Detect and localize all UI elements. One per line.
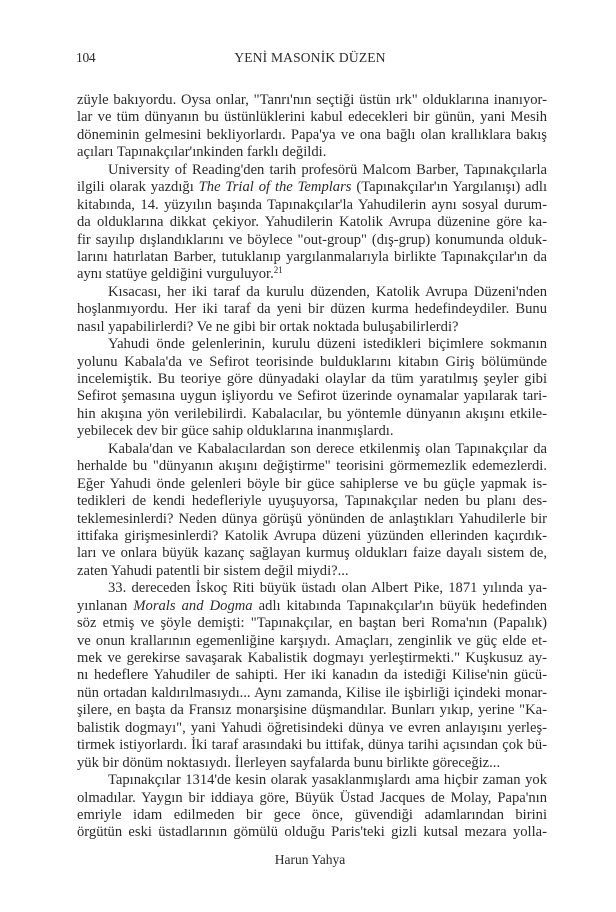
paragraph <box>77 441 547 581</box>
text-line: yolunu Kabala'da ve Sefirot teorisinde bulduklarını kitabın Giriş bölümünde <box>77 353 547 370</box>
paragraph <box>77 92 547 162</box>
text-line: hoşlanmıyordu. Her iki taraf da yeni bir düzen kurma hedefindeydiler. Bunu <box>77 301 547 318</box>
text-line: lar ve tüm dünyanın bu üstünlüklerini kabul edecekleri bir günün, yani Mesih <box>77 109 547 126</box>
text-line: Kabala'dan ve Kabalacılardan son derece etkilenmiş olan Tapınakçılar da <box>108 440 547 457</box>
text-line: tirmek istiyorlardı. İki taraf arasındaki bu ittifak, dünya tarihi açısından çok bü- <box>77 737 547 754</box>
text-line: yük bir dönüm noktasıydı. İlerleyen sayfalarda bunu birlikte göreceğiz... <box>77 754 501 771</box>
text-line: olmadılar. Yaygın bir iddiaya göre, Büyük Üstad Jacques de Molay, Papa'nın <box>77 789 547 806</box>
text-line: 33. dereceden İskoç Riti büyük üstadı olan Albert Pike, 1871 yılında ya- <box>108 580 547 597</box>
text-line: emriyle idam edilmeden bir gece önce, güvendiği adamlarından birini <box>77 806 547 823</box>
text-line: tedikleri de kendi hedefleriyle uyuşuyorsa, Tapınakçılar neden bu planı des- <box>77 493 547 510</box>
text-line: balistik dogmayı", yani Yahudi öğretisindeki dünya ve evren anlayışını yerleş- <box>77 719 547 736</box>
text-line: döneminin gelmesini bekliyorlardı. Papa'ya ve ona bağlı olan krallıklara bakış <box>77 126 547 143</box>
text-line: yınlanan Morals and Dogma adlı kitabında Tapınakçılar'ın büyük hedefinden <box>77 597 547 614</box>
book-title: The Trial of the Templars <box>198 179 352 196</box>
text-line: incelemiştik. Bu teoriye göre dünyadaki olaylar da tüm yaratılmış şeyler gibi <box>77 371 547 387</box>
footnote-reference[interactable]: 21 <box>273 265 283 276</box>
text-line: mek ve gerekirse savaşarak Kabalistik dogmayı yerleştirmekti." Kuşkusuz ay- <box>77 650 547 666</box>
text-line: zaten Yahudi patentli bir sistem değil miydi?... <box>77 562 349 579</box>
text-line: da olduklarına dikkat çekiyor. Yahudilerin Katolik Avrupa düzenine göre ka- <box>77 214 547 231</box>
text-line: Sefirot şemasına uygun işliyordu ve Sefirot üzerinde oynamalar yapılarak tari- <box>77 388 547 405</box>
text-line: ve onun krallarının egemenliğine karşıydı. Amaçları, zenginlik ve güç elde et- <box>77 632 547 649</box>
text-line: açıları Tapınakçılar'ınkinden farklı değildi. <box>77 144 327 161</box>
book-title: Morals and Dogma <box>133 597 253 614</box>
text-line: Yahudi önde gelenlerinin, kurulu düzeni istedikleri biçimlere sokmanın <box>108 336 547 353</box>
paragraph <box>77 772 547 842</box>
text-line: Eğer Yahudi önde gelenleri böyle bir güce sahiplerse ve bu güçle yapmak is- <box>77 475 547 492</box>
paragraph <box>77 580 547 772</box>
text-line: ittifaka girişmesinlerdi? Katolik Avrupa düzeni yüzünden ellerinden kaçırdık- <box>77 527 547 544</box>
footer-author: Harun Yahya <box>274 852 346 867</box>
text-line: ları ve onlara büyük kazanç sağlayan kurmuş oldukları faize dayalı sistem de, <box>77 545 547 562</box>
text-line: University of Reading'den tarih profesörü Malcom Barber, Tapınakçılarla <box>108 161 547 178</box>
text-line: nı hedeflere Yahudiler de sahipti. Her iki kanadın da istediği Kilise'nin gücü- <box>77 667 547 684</box>
text-line: herhalde bu "dünyanın akışını değiştirme" teorisini görmemezlik edemezlerdi. <box>77 458 547 475</box>
paragraph <box>77 162 547 284</box>
text-line: teklemesinlerdi? Neden dünya görüşü yönünden de anlaştıkları Yahudilerle bir <box>77 510 547 527</box>
text-line: aynı statüye geldiğini vurguluyor.$^{21}$ <box>77 265 283 283</box>
text-line: kitabında, 14. yüzyılın başında Tapınakçılar'la Yahudilerin aynı sosyal durum- <box>77 196 547 213</box>
paragraph <box>77 336 547 441</box>
text-line: nasıl yapabilirlerdi? Ve ne gibi bir ortak noktada buluşabilirlerdi? <box>77 318 459 335</box>
page-number: 104 <box>76 50 96 65</box>
text-line: nün ortadan kaldırılmasıydı... Aynı zamanda, Kilise ile işbirliği içindeki monar- <box>77 684 547 701</box>
text-line: ilgili olarak yazdığı The Trial of the Templars (Tapınakçılar'ın Yargılanışı) adlı <box>77 179 548 196</box>
text-line: şilere, en başta da Fransız monarşisine düşmandılar. Bunları yıkıp, yerine "Ka- <box>77 702 547 719</box>
body-text <box>77 92 547 842</box>
text-line: hin akışına yön verilebilirdi. Kabalacılar, bu yöntemle dünyanın akışını etkile- <box>77 405 547 422</box>
text-line: larını hatırlatan Barber, tutuklanıp yargılanmalarıyla birlikte Tapınakçılar'ın da <box>77 248 547 265</box>
text-line: yebilecek dev bir güce sahip olduklarına inanmışlardı. <box>77 423 394 440</box>
text-line: fir sayılıp dışlandıklarını ve böylece "out-group" (dış-grup) konumunda olduk- <box>77 231 547 248</box>
text-line: Kısacası, her iki taraf da kurulu düzenden, Katolik Avrupa Düzeni'nden <box>108 283 547 300</box>
text-line: söz etmiş ve şöyle demişti: "Tapınakçılar, en baştan beri Roma'nın (Papalık) <box>77 615 547 632</box>
paragraph <box>77 284 547 336</box>
running-head-title: YENİ MASONİK DÜZEN <box>234 50 386 65</box>
text-line: Tapınakçılar 1314'de kesin olarak yasaklanmışlardı ama hiçbir zaman yok <box>108 772 547 789</box>
text-line: züyle bakıyordu. Oysa onlar, "Tanrı'nın seçtiği üstün ırk" olduklarına inanıyor- <box>77 92 547 108</box>
text-line: örgütün eski üstadlarının gömülü olduğu Paris'teki gizli kutsal mezara yolla- <box>77 824 547 841</box>
